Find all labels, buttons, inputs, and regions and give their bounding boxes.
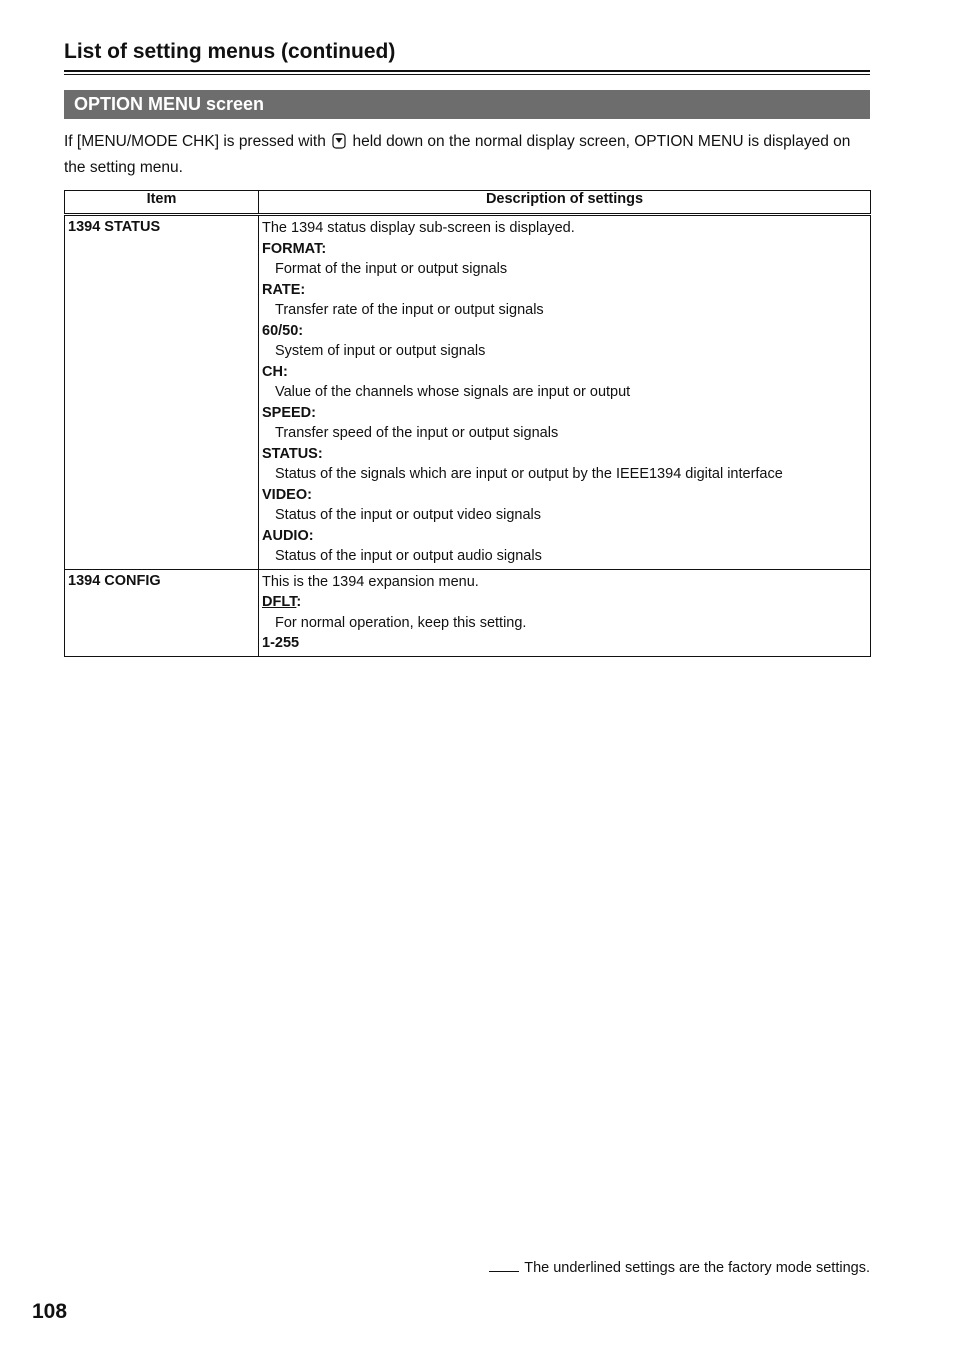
default-option-label: DFLT: [262, 594, 297, 610]
footnote-text: The underlined settings are the factory mode settings.: [524, 1260, 870, 1276]
column-header-item: Item: [65, 191, 259, 215]
title-rule: [64, 70, 870, 72]
option-label-colon: :: [296, 594, 302, 610]
option-text: Status of the signals which are input or output by the IEEE1394 digital interface: [275, 466, 783, 482]
option-label: FORMAT:: [262, 240, 327, 257]
option-text: Value of the channels whose signals are input or output: [275, 384, 631, 400]
intro-text-end: held down on the normal display screen, OPTION MENU is displayed on the setting menu.: [64, 133, 851, 176]
option-label: AUDIO:: [262, 527, 314, 544]
option-label: 60/50:: [262, 322, 304, 339]
option-label: RATE:: [262, 281, 306, 298]
option-text: System of input or output signals: [275, 343, 486, 359]
option-text: Transfer speed of the input or output signals: [275, 425, 559, 441]
option-label: VIDEO:: [262, 486, 312, 503]
section-heading: OPTION MENU screen: [64, 90, 870, 119]
intro-text-start: If [MENU/MODE CHK] is pressed with: [64, 133, 326, 150]
table-row: [65, 215, 871, 570]
item-description: [259, 215, 871, 570]
option-label: CH:: [262, 363, 288, 380]
option-text: Status of the input or output video signals: [275, 507, 542, 523]
page-number: 108: [32, 1300, 68, 1323]
intro-paragraph: [64, 130, 864, 179]
settings-table: [64, 190, 871, 657]
title-rule-secondary: [64, 74, 870, 75]
option-text: For normal operation, keep this setting.: [275, 614, 527, 631]
option-label: SPEED:: [262, 404, 316, 421]
page-title: List of setting menus (continued): [64, 40, 396, 63]
footnote: [489, 1259, 870, 1276]
option-label-row: [262, 592, 867, 613]
item-name: 1394 STATUS: [65, 215, 259, 570]
option-label: STATUS:: [262, 445, 323, 462]
column-header-description: Description of settings: [259, 191, 871, 215]
down-triangle-button-icon: [332, 133, 346, 156]
underline-legend-mark: [489, 1259, 519, 1272]
option-text: Status of the input or output audio signals: [275, 548, 542, 564]
table-row: [65, 569, 871, 656]
option-text: Transfer rate of the input or output signals: [275, 302, 544, 318]
description-text: This is the 1394 expansion menu.: [262, 573, 479, 590]
description-text: The 1394 status display sub-screen is displayed.: [262, 220, 575, 236]
item-description: [259, 569, 871, 656]
item-name: 1394 CONFIG: [65, 569, 259, 656]
option-text: Format of the input or output signals: [275, 261, 508, 277]
option-label: 1-255: [262, 635, 300, 651]
